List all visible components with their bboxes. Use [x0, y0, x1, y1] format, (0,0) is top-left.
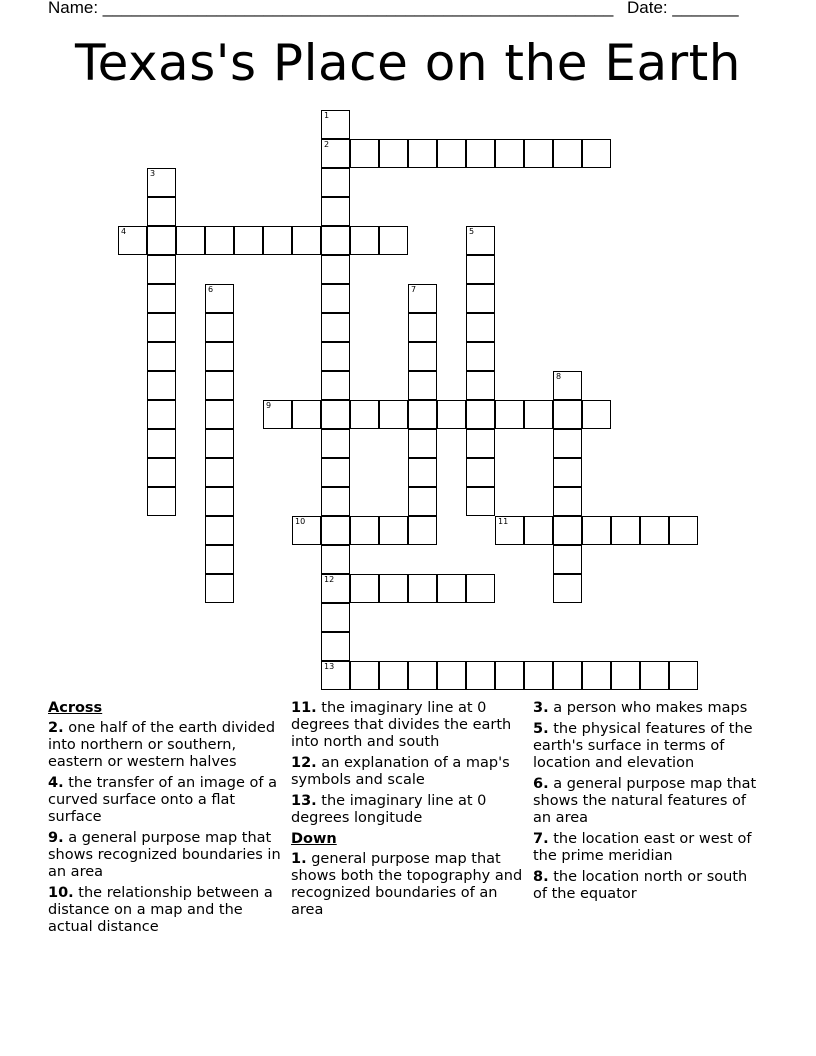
grid-cell[interactable] [147, 313, 176, 342]
grid-cell[interactable] [321, 429, 350, 458]
clue-number-label: 5. [533, 721, 549, 737]
grid-cell[interactable] [147, 255, 176, 284]
grid-cell[interactable] [321, 226, 350, 255]
grid-cell[interactable] [321, 139, 350, 168]
grid-cell[interactable] [437, 139, 466, 168]
grid-cell[interactable] [582, 661, 611, 690]
grid-cell[interactable] [582, 400, 611, 429]
grid-cell[interactable] [437, 661, 466, 690]
grid-cell[interactable] [321, 110, 350, 139]
grid-cell[interactable] [582, 139, 611, 168]
clue-number: 9 [266, 401, 272, 410]
grid-cell[interactable] [553, 574, 582, 603]
grid-cell[interactable] [205, 487, 234, 516]
grid-cell[interactable] [553, 661, 582, 690]
clues-column-1 [48, 700, 286, 940]
grid-cell[interactable] [553, 487, 582, 516]
grid-cell[interactable] [553, 429, 582, 458]
grid-cell[interactable] [234, 226, 263, 255]
clue-text: the transfer of an image of a curved surface onto a flat surface [48, 775, 278, 825]
grid-cell[interactable] [205, 342, 234, 371]
grid-cell[interactable] [350, 516, 379, 545]
clue-number: 2 [324, 140, 330, 149]
clues-column-3 [533, 700, 758, 907]
grid-cell[interactable] [321, 661, 350, 690]
clue-text: a person who makes maps [548, 700, 748, 716]
grid-cell[interactable] [582, 516, 611, 545]
clues-column-2 [291, 700, 529, 923]
grid-cell[interactable] [466, 284, 495, 313]
clue-number-label: 9. [48, 830, 64, 846]
clue-number-label: 12. [291, 755, 317, 771]
grid-cell[interactable] [640, 516, 669, 545]
grid-cell[interactable] [611, 516, 640, 545]
grid-cell[interactable] [147, 371, 176, 400]
grid-cell[interactable] [466, 487, 495, 516]
clue-number: 12 [324, 575, 335, 584]
grid-cell[interactable] [379, 574, 408, 603]
grid-cell[interactable] [466, 661, 495, 690]
clue-item [291, 793, 529, 827]
grid-cell[interactable] [292, 516, 321, 545]
grid-cell[interactable] [147, 284, 176, 313]
grid-cell[interactable] [408, 458, 437, 487]
clue-number-label: 6. [533, 776, 549, 792]
grid-cell[interactable] [321, 400, 350, 429]
name-field[interactable]: Name: ______________________________________________________ [48, 0, 614, 17]
grid-cell[interactable] [350, 400, 379, 429]
clue-text: the location east or west of the prime meridian [533, 831, 752, 864]
grid-cell[interactable] [350, 574, 379, 603]
grid-cell[interactable] [379, 226, 408, 255]
grid-cell[interactable] [321, 371, 350, 400]
grid-cell[interactable] [147, 168, 176, 197]
clue-number-label: 2. [48, 720, 64, 736]
clue-number: 8 [556, 372, 562, 381]
clue-number: 13 [324, 662, 335, 671]
grid-cell[interactable] [321, 574, 350, 603]
grid-cell[interactable] [408, 400, 437, 429]
grid-cell[interactable] [524, 400, 553, 429]
clue-number-label: 13. [291, 793, 317, 809]
clue-text: an explanation of a map's symbols and scale [291, 755, 510, 788]
grid-cell[interactable] [553, 545, 582, 574]
grid-cell[interactable] [466, 574, 495, 603]
grid-cell[interactable] [205, 516, 234, 545]
clue-number: 7 [411, 285, 417, 294]
grid-cell[interactable] [640, 661, 669, 690]
grid-cell[interactable] [408, 487, 437, 516]
grid-cell[interactable] [321, 458, 350, 487]
grid-cell[interactable] [495, 516, 524, 545]
grid-cell[interactable] [466, 139, 495, 168]
grid-cell[interactable] [321, 487, 350, 516]
grid-cell[interactable] [321, 632, 350, 661]
grid-cell[interactable] [263, 400, 292, 429]
clue-text: the physical features of the earth's surface in terms of location and elevation [533, 721, 753, 771]
grid-cell[interactable] [408, 284, 437, 313]
grid-cell[interactable] [524, 661, 553, 690]
clue-number-label: 7. [533, 831, 549, 847]
clue-number: 3 [150, 169, 156, 178]
clue-item [291, 851, 529, 919]
grid-cell[interactable] [321, 168, 350, 197]
grid-cell[interactable] [292, 400, 321, 429]
grid-cell[interactable] [321, 545, 350, 574]
clue-item [533, 869, 758, 903]
page-title: Texas's Place on the Earth [75, 34, 741, 92]
grid-cell[interactable] [379, 139, 408, 168]
clue-text: a general purpose map that shows recognized boundaries in an area [48, 830, 281, 880]
clue-number-label: 1. [291, 851, 307, 867]
grid-cell[interactable] [147, 487, 176, 516]
grid-cell[interactable] [350, 139, 379, 168]
grid-cell[interactable] [466, 255, 495, 284]
grid-cell[interactable] [147, 197, 176, 226]
grid-cell[interactable] [466, 400, 495, 429]
grid-cell[interactable] [147, 400, 176, 429]
down-heading: Down [291, 831, 337, 847]
clue-item [291, 700, 529, 751]
grid-cell[interactable] [553, 400, 582, 429]
grid-cell[interactable] [321, 197, 350, 226]
grid-cell[interactable] [205, 313, 234, 342]
grid-cell[interactable] [176, 226, 205, 255]
grid-cell[interactable] [321, 255, 350, 284]
grid-cell[interactable] [379, 516, 408, 545]
clue-number: 11 [498, 517, 509, 526]
grid-cell[interactable] [118, 226, 147, 255]
grid-cell[interactable] [524, 516, 553, 545]
clue-text: a general purpose map that shows the natural features of an area [533, 776, 757, 826]
date-field[interactable]: Date: _______ [627, 0, 739, 17]
grid-cell[interactable] [321, 313, 350, 342]
clue-item [48, 775, 286, 826]
grid-cell[interactable] [553, 516, 582, 545]
grid-cell[interactable] [147, 226, 176, 255]
grid-cell[interactable] [205, 284, 234, 313]
grid-cell[interactable] [408, 371, 437, 400]
grid-cell[interactable] [379, 400, 408, 429]
clue-number-label: 4. [48, 775, 64, 791]
grid-cell[interactable] [466, 429, 495, 458]
clue-number-label: 11. [291, 700, 317, 716]
clue-item [48, 830, 286, 881]
grid-cell[interactable] [408, 661, 437, 690]
grid-cell[interactable] [321, 516, 350, 545]
clue-number: 6 [208, 285, 214, 294]
clue-item [48, 720, 286, 771]
grid-cell[interactable] [611, 661, 640, 690]
grid-cell[interactable] [408, 342, 437, 371]
clue-item [533, 776, 758, 827]
grid-cell[interactable] [321, 342, 350, 371]
grid-cell[interactable] [408, 574, 437, 603]
grid-cell[interactable] [205, 371, 234, 400]
grid-cell[interactable] [495, 400, 524, 429]
grid-cell[interactable] [147, 458, 176, 487]
grid-cell[interactable] [321, 284, 350, 313]
grid-cell[interactable] [466, 226, 495, 255]
grid-cell[interactable] [408, 313, 437, 342]
clue-item [533, 721, 758, 772]
grid-cell[interactable] [437, 574, 466, 603]
clue-number-label: 3. [533, 700, 549, 716]
grid-cell[interactable] [553, 458, 582, 487]
grid-cell[interactable] [205, 226, 234, 255]
grid-cell[interactable] [205, 429, 234, 458]
grid-cell[interactable] [350, 661, 379, 690]
grid-cell[interactable] [495, 661, 524, 690]
across-heading: Across [48, 700, 103, 716]
clue-text: the location north or south of the equator [533, 869, 748, 902]
clue-item [48, 885, 286, 936]
grid-cell[interactable] [379, 661, 408, 690]
clue-number: 5 [469, 227, 475, 236]
grid-cell[interactable] [524, 139, 553, 168]
clue-text: the imaginary line at 0 degrees that divides the earth into north and south [291, 700, 512, 750]
grid-cell[interactable] [466, 458, 495, 487]
grid-cell[interactable] [466, 342, 495, 371]
grid-cell[interactable] [292, 226, 321, 255]
grid-cell[interactable] [669, 661, 698, 690]
grid-cell[interactable] [553, 371, 582, 400]
grid-cell[interactable] [553, 139, 582, 168]
clue-item [533, 831, 758, 865]
grid-cell[interactable] [495, 139, 524, 168]
clue-number-label: 10. [48, 885, 74, 901]
grid-cell[interactable] [263, 226, 292, 255]
grid-cell[interactable] [147, 342, 176, 371]
clue-number-label: 8. [533, 869, 549, 885]
grid-cell[interactable] [350, 226, 379, 255]
grid-cell[interactable] [408, 429, 437, 458]
clue-number: 4 [121, 227, 127, 236]
grid-cell[interactable] [205, 574, 234, 603]
clue-number: 1 [324, 111, 330, 120]
clue-text: general purpose map that shows both the topography and recognized boundaries of an area [291, 851, 523, 918]
grid-cell[interactable] [437, 400, 466, 429]
clue-text: the relationship between a distance on a map and the actual distance [48, 885, 273, 935]
clue-text: the imaginary line at 0 degrees longitude [291, 793, 487, 826]
clue-item [533, 700, 758, 717]
grid-cell[interactable] [205, 458, 234, 487]
grid-cell[interactable] [466, 313, 495, 342]
grid-cell[interactable] [321, 603, 350, 632]
clue-item [291, 755, 529, 789]
grid-cell[interactable] [669, 516, 698, 545]
grid-cell[interactable] [466, 371, 495, 400]
grid-cell[interactable] [408, 516, 437, 545]
grid-cell[interactable] [205, 400, 234, 429]
grid-cell[interactable] [147, 429, 176, 458]
clue-number: 10 [295, 517, 306, 526]
clue-text: one half of the earth divided into northern or southern, eastern or western halves [48, 720, 276, 770]
grid-cell[interactable] [408, 139, 437, 168]
grid-cell[interactable] [205, 545, 234, 574]
